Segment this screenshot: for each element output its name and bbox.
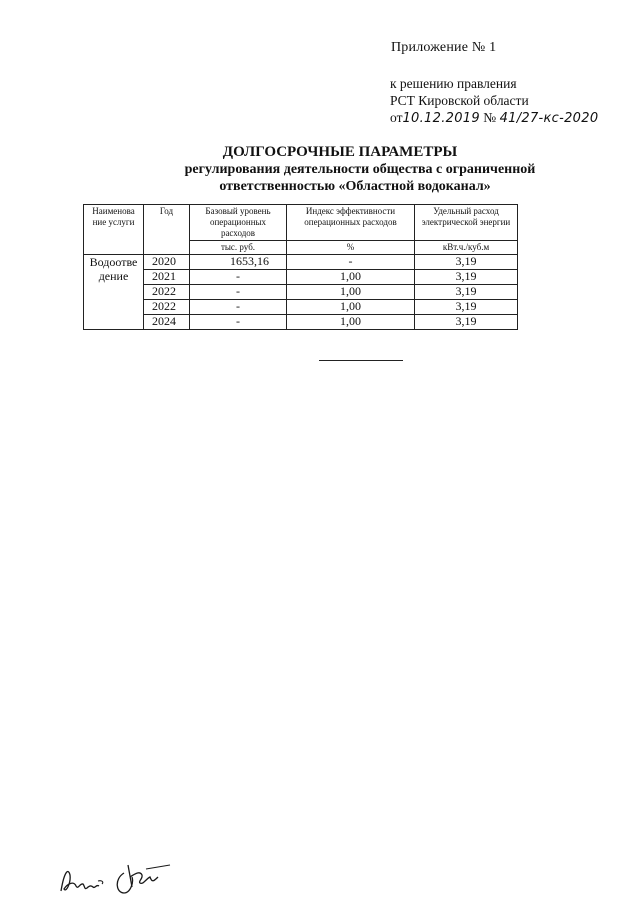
efficiency-index-cell: 1,00 [287, 300, 415, 315]
table-row [84, 285, 518, 300]
title-line-2: регулирования деятельности общества с ограниченной [184, 162, 536, 177]
base-level-cell: 1653,16 [190, 255, 287, 270]
year-cell: 2022 [144, 285, 190, 300]
efficiency-index-cell: 1,00 [287, 285, 415, 300]
document-title [150, 144, 570, 195]
table-row [84, 300, 518, 315]
header-energy-consumption: Удельный расход электрической энергии [415, 205, 518, 241]
year-cell: 2024 [144, 315, 190, 330]
base-level-cell: - [190, 300, 287, 315]
table-row [84, 270, 518, 285]
service-name-cell: Водоотве дение [84, 255, 144, 330]
unit-base-level: тыс. руб. [190, 241, 287, 255]
decision-line-2: РСТ Кировской области [390, 93, 529, 108]
header-base-level: Базовый уровень операционных расходов [190, 205, 287, 241]
energy-consumption-cell: 3,19 [415, 315, 518, 330]
handwritten-signature [58, 853, 178, 903]
table-row [84, 255, 518, 270]
year-cell: 2021 [144, 270, 190, 285]
energy-consumption-cell: 3,19 [415, 270, 518, 285]
base-level-cell: - [190, 285, 287, 300]
section-divider [319, 360, 403, 361]
decision-line-3 [390, 109, 598, 127]
parameters-table [83, 204, 518, 330]
base-level-cell: - [190, 315, 287, 330]
efficiency-index-cell: - [287, 255, 415, 270]
decision-from-label: от [390, 110, 403, 125]
decision-number: 41/27-кс-2020 [499, 111, 599, 126]
base-level-cell: - [190, 270, 287, 285]
efficiency-index-cell: 1,00 [287, 270, 415, 285]
unit-energy-consumption: кВт.ч./куб.м [415, 241, 518, 255]
energy-consumption-cell: 3,19 [415, 300, 518, 315]
unit-efficiency-index: % [287, 241, 415, 255]
efficiency-index-cell: 1,00 [287, 315, 415, 330]
year-cell: 2020 [144, 255, 190, 270]
title-main: ДОЛГОСРОЧНЫЕ ПАРАМЕТРЫ [222, 144, 458, 160]
header-service: Наименова ние услуги [84, 205, 144, 255]
annex-label: Приложение № 1 [391, 40, 497, 55]
decision-reference [390, 75, 598, 127]
decision-number-label: № [479, 110, 500, 125]
decision-line-1: к решению правления [390, 76, 517, 91]
energy-consumption-cell: 3,19 [415, 255, 518, 270]
table-header-row [84, 205, 518, 241]
table-row [84, 315, 518, 330]
decision-date: 10.12.2019 [402, 111, 480, 126]
year-cell: 2022 [144, 300, 190, 315]
header-efficiency-index: Индекс эффективности операционных расходов [287, 205, 415, 241]
energy-consumption-cell: 3,19 [415, 285, 518, 300]
header-year: Год [144, 205, 190, 255]
title-line-3: ответственностью «Областной водоканал» [219, 179, 491, 194]
